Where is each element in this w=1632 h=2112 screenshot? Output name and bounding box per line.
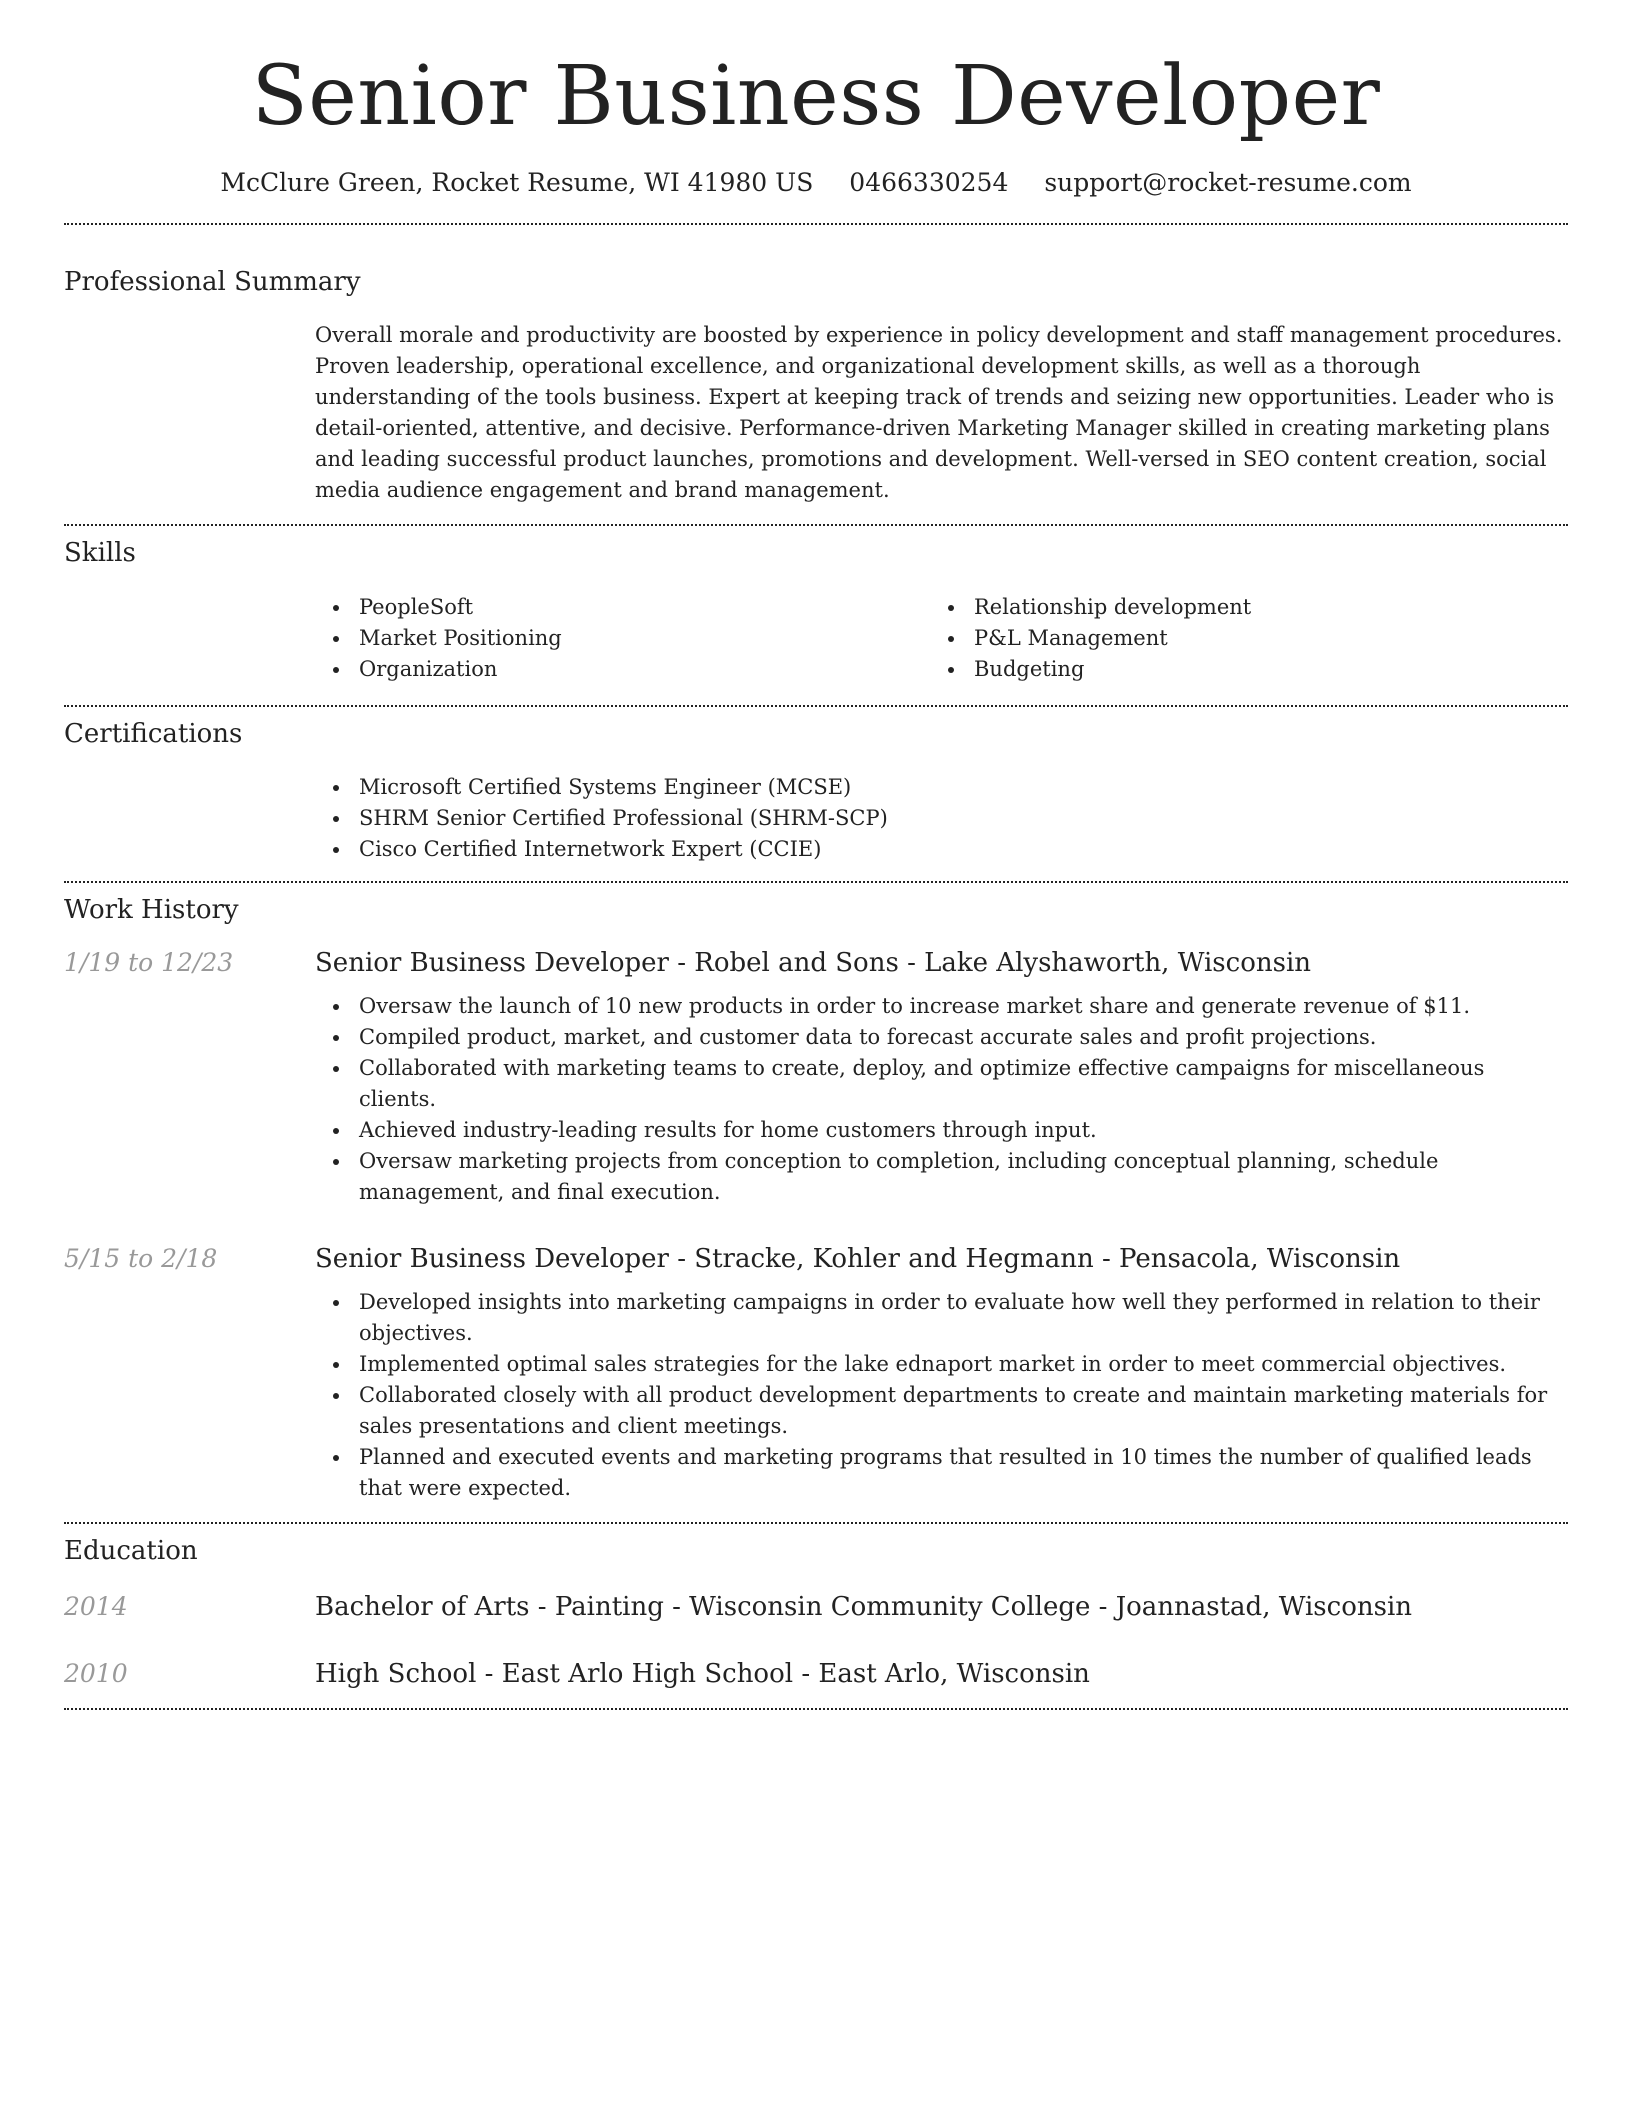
list-item: Implemented optimal sales strategies for the lake ednaport market in order to meet commercial objectives.: [315, 1349, 1568, 1380]
job-entry: [64, 1244, 1568, 1504]
job-bullets: [315, 991, 1568, 1208]
education-entry: [64, 1659, 1568, 1690]
list-item: Developed insights into marketing campaigns in order to evaluate how well they performed in relation to their objectives.: [315, 1287, 1568, 1349]
list-item: Planned and executed events and marketing programs that resulted in 10 times the number of qualified leads that were expected.: [315, 1442, 1568, 1504]
summary-section: [64, 225, 1568, 506]
list-item: Compiled product, market, and customer data to forecast accurate sales and profit projections.: [315, 1022, 1568, 1053]
list-item: P&L Management: [930, 623, 1568, 654]
summary-text: Overall morale and productivity are boosted by experience in policy development and staff management procedures. Proven leadership, operational excellence, and organizational development skills, as well as a thorough understanding of the tools business. Expert at keeping track of trends and seizing new opportunities. Leader who is detail-oriented, attentive, and decisive. Performance-driven Marketing Manager skilled in creating marketing plans and leading successful product launches, promotions and development. Well-versed in SEO content creation, social media audience engagement and brand management.: [315, 323, 1563, 503]
work-history-section: [64, 883, 1568, 1505]
list-item: Microsoft Certified Systems Engineer (MCSE): [315, 772, 1568, 803]
job-employer-location: - Stracke, Kohler and Hegmann - Pensacola, Wisconsin: [668, 1244, 1401, 1275]
education-details: Bachelor of Arts - Painting - Wisconsin Community College - Joannastad, Wisconsin: [315, 1591, 1413, 1622]
job-dates: 1/19 to 12/23: [64, 947, 234, 977]
job-title-line: [315, 1244, 1568, 1275]
job-entry: [64, 948, 1568, 1208]
section-title-skills: Skills: [64, 538, 136, 569]
list-item: Market Positioning: [315, 623, 930, 654]
job-role: Senior Business Developer: [315, 1244, 669, 1275]
list-item: Oversaw the launch of 10 new products in order to increase market share and generate revenue of $11.: [315, 991, 1568, 1022]
list-item: Oversaw marketing projects from conception to completion, including conceptual planning, schedule management, and final execution.: [315, 1146, 1568, 1208]
education-year: 2010: [64, 1658, 128, 1688]
contact-email: support@rocket-resume.com: [1044, 168, 1412, 198]
contact-line: [64, 168, 1568, 197]
list-item: Achieved industry-leading results for home customers through input.: [315, 1115, 1568, 1146]
skills-section: [64, 526, 1568, 684]
certifications-list: [315, 772, 1568, 865]
certifications-section: [64, 707, 1568, 865]
contact-address: McClure Green, Rocket Resume, WI 41980 US: [220, 168, 814, 198]
list-item: Organization: [315, 654, 930, 685]
job-details: [315, 1244, 1568, 1504]
section-title-work-history: Work History: [64, 894, 239, 925]
candidate-name: Senior Business Developer: [251, 49, 1381, 144]
list-item: Collaborated closely with all product development departments to create and maintain marketing materials for sales presentations and client meetings.: [315, 1380, 1568, 1442]
resume-header: [64, 0, 1568, 197]
skills-column-right: [930, 592, 1568, 685]
job-role: Senior Business Developer: [315, 947, 669, 978]
divider: [64, 1708, 1568, 1710]
contact-phone: 0466330254: [849, 168, 1009, 198]
education-year: 2014: [64, 1591, 128, 1621]
list-item: Budgeting: [930, 654, 1568, 685]
list-item: Relationship development: [930, 592, 1568, 623]
list-item: Collaborated with marketing teams to create, deploy, and optimize effective campaigns for miscellaneous clients.: [315, 1053, 1568, 1115]
section-title-education: Education: [64, 1536, 198, 1567]
skills-column-left: [315, 592, 930, 685]
job-dates: 5/15 to 2/18: [64, 1244, 218, 1274]
list-item: SHRM Senior Certified Professional (SHRM-SCP): [315, 803, 1568, 834]
section-title-summary: Professional Summary: [64, 267, 361, 298]
section-title-certifications: Certifications: [64, 718, 243, 749]
job-bullets: [315, 1287, 1568, 1504]
job-employer-location: - Robel and Sons - Lake Alyshaworth, Wisconsin: [668, 947, 1312, 978]
list-item: Cisco Certified Internetwork Expert (CCIE): [315, 834, 1568, 865]
education-details: High School - East Arlo High School - East Arlo, Wisconsin: [315, 1658, 1090, 1689]
education-entry: [64, 1592, 1568, 1623]
list-item: PeopleSoft: [315, 592, 930, 623]
skills-list: [315, 592, 1568, 685]
education-section: [64, 1524, 1568, 1690]
job-title-line: [315, 948, 1568, 979]
job-details: [315, 948, 1568, 1208]
